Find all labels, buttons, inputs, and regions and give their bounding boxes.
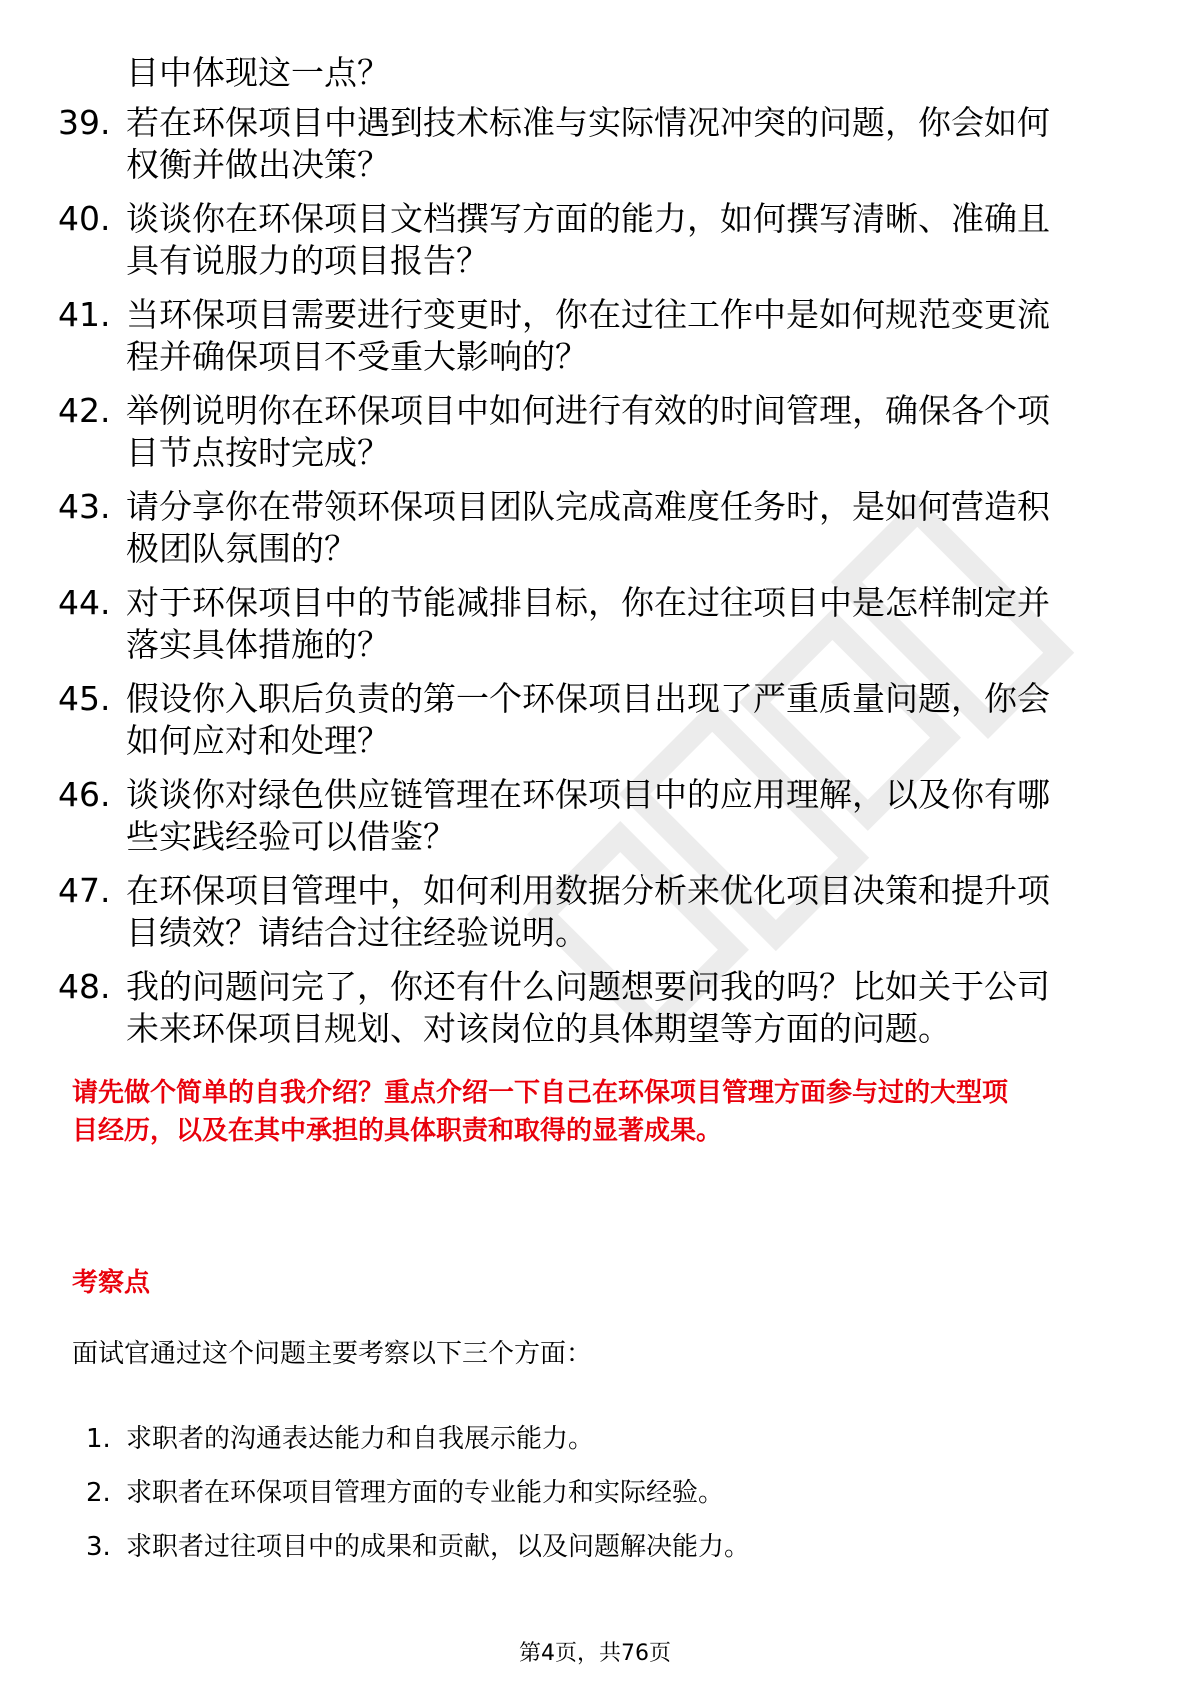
question-line: 些实践经验可以借鉴？: [126, 817, 456, 856]
question-line: 对于环保项目中的节能减排目标，你在过往项目中是怎样制定并: [126, 583, 1050, 622]
question-line: 假设你入职后负责的第一个环保项目出现了严重质量问题，你会: [126, 679, 1050, 718]
question-item: [58, 198, 1118, 282]
question-number: 39.: [58, 103, 111, 142]
question-line: 目节点按时完成？: [126, 433, 390, 472]
question-number: 41.: [58, 295, 111, 334]
focus-item-text: 求职者在环保项目管理方面的专业能力和实际经验。: [126, 1478, 725, 1508]
question-line: 当环保项目需要进行变更时，你在过往工作中是如何规范变更流: [126, 295, 1050, 334]
question-number: 45.: [58, 679, 111, 718]
question-number: 43.: [58, 487, 111, 526]
focus-item-number: 3.: [86, 1532, 111, 1562]
focus-list-item: [86, 1472, 724, 1509]
question-line: 目绩效？请结合过往经验说明。: [126, 913, 588, 952]
question-line: 具有说服力的项目报告？: [126, 241, 489, 280]
question-item: [58, 966, 1118, 1050]
question-item: [58, 486, 1118, 570]
question-number: 42.: [58, 391, 111, 430]
question-line: 谈谈你对绿色供应链管理在环保项目中的应用理解，以及你有哪: [126, 775, 1050, 814]
question-line: 谈谈你在环保项目文档撰写方面的能力，如何撰写清晰、准确且: [126, 199, 1050, 238]
highlight-question-line: 目经历，以及在其中承担的具体职责和取得的显著成果。: [72, 1116, 723, 1146]
question-line: 我的问题问完了，你还有什么问题想要问我的吗？比如关于公司: [126, 967, 1050, 1006]
question-item: [58, 102, 1118, 186]
question-line: 未来环保项目规划、对该岗位的具体期望等方面的问题。: [126, 1009, 951, 1048]
question-number: 46.: [58, 775, 111, 814]
question-item: [58, 294, 1118, 378]
focus-list-item: [86, 1526, 750, 1563]
question-number: 40.: [58, 199, 111, 238]
focus-item-text: 求职者的沟通表达能力和自我展示能力。: [126, 1424, 595, 1454]
question-line: 在环保项目管理中，如何利用数据分析来优化项目决策和提升项: [126, 871, 1050, 910]
focus-intro: 面试官通过这个问题主要考察以下三个方面：: [72, 1339, 593, 1369]
question-line: 极团队氛围的？: [126, 529, 357, 568]
question-line: 请分享你在带领环保项目团队完成高难度任务时，是如何营造积: [126, 487, 1050, 526]
focus-heading: 考察点: [72, 1268, 151, 1298]
question-line: 程并确保项目不受重大影响的？: [126, 337, 588, 376]
highlight-question: [72, 1074, 1122, 1150]
question-number: 44.: [58, 583, 111, 622]
question-item: [58, 870, 1118, 954]
question-item: [58, 774, 1118, 858]
page-number-footer: 第4页，共76页: [519, 1641, 671, 1666]
question-line: 落实具体措施的？: [126, 625, 390, 664]
question-line: 如何应对和处理？: [126, 721, 390, 760]
focus-item-number: 1.: [86, 1424, 111, 1454]
question-line: 若在环保项目中遇到技术标准与实际情况冲突的问题，你会如何: [126, 103, 1050, 142]
highlight-question-line: 请先做个简单的自我介绍？重点介绍一下自己在环保项目管理方面参与过的大型项: [72, 1078, 1009, 1108]
focus-list-item: [86, 1418, 594, 1455]
question-line: 权衡并做出决策？: [126, 145, 390, 184]
previous-question-continuation: 目中体现这一点？: [126, 53, 390, 92]
question-number: 47.: [58, 871, 111, 910]
question-item: [58, 390, 1118, 474]
question-line: 举例说明你在环保项目中如何进行有效的时间管理，确保各个项: [126, 391, 1050, 430]
question-item: [58, 678, 1118, 762]
focus-item-number: 2.: [86, 1478, 111, 1508]
question-item: [58, 582, 1118, 666]
focus-item-text: 求职者过往项目中的成果和贡献，以及问题解决能力。: [126, 1532, 751, 1562]
question-number: 48.: [58, 967, 111, 1006]
